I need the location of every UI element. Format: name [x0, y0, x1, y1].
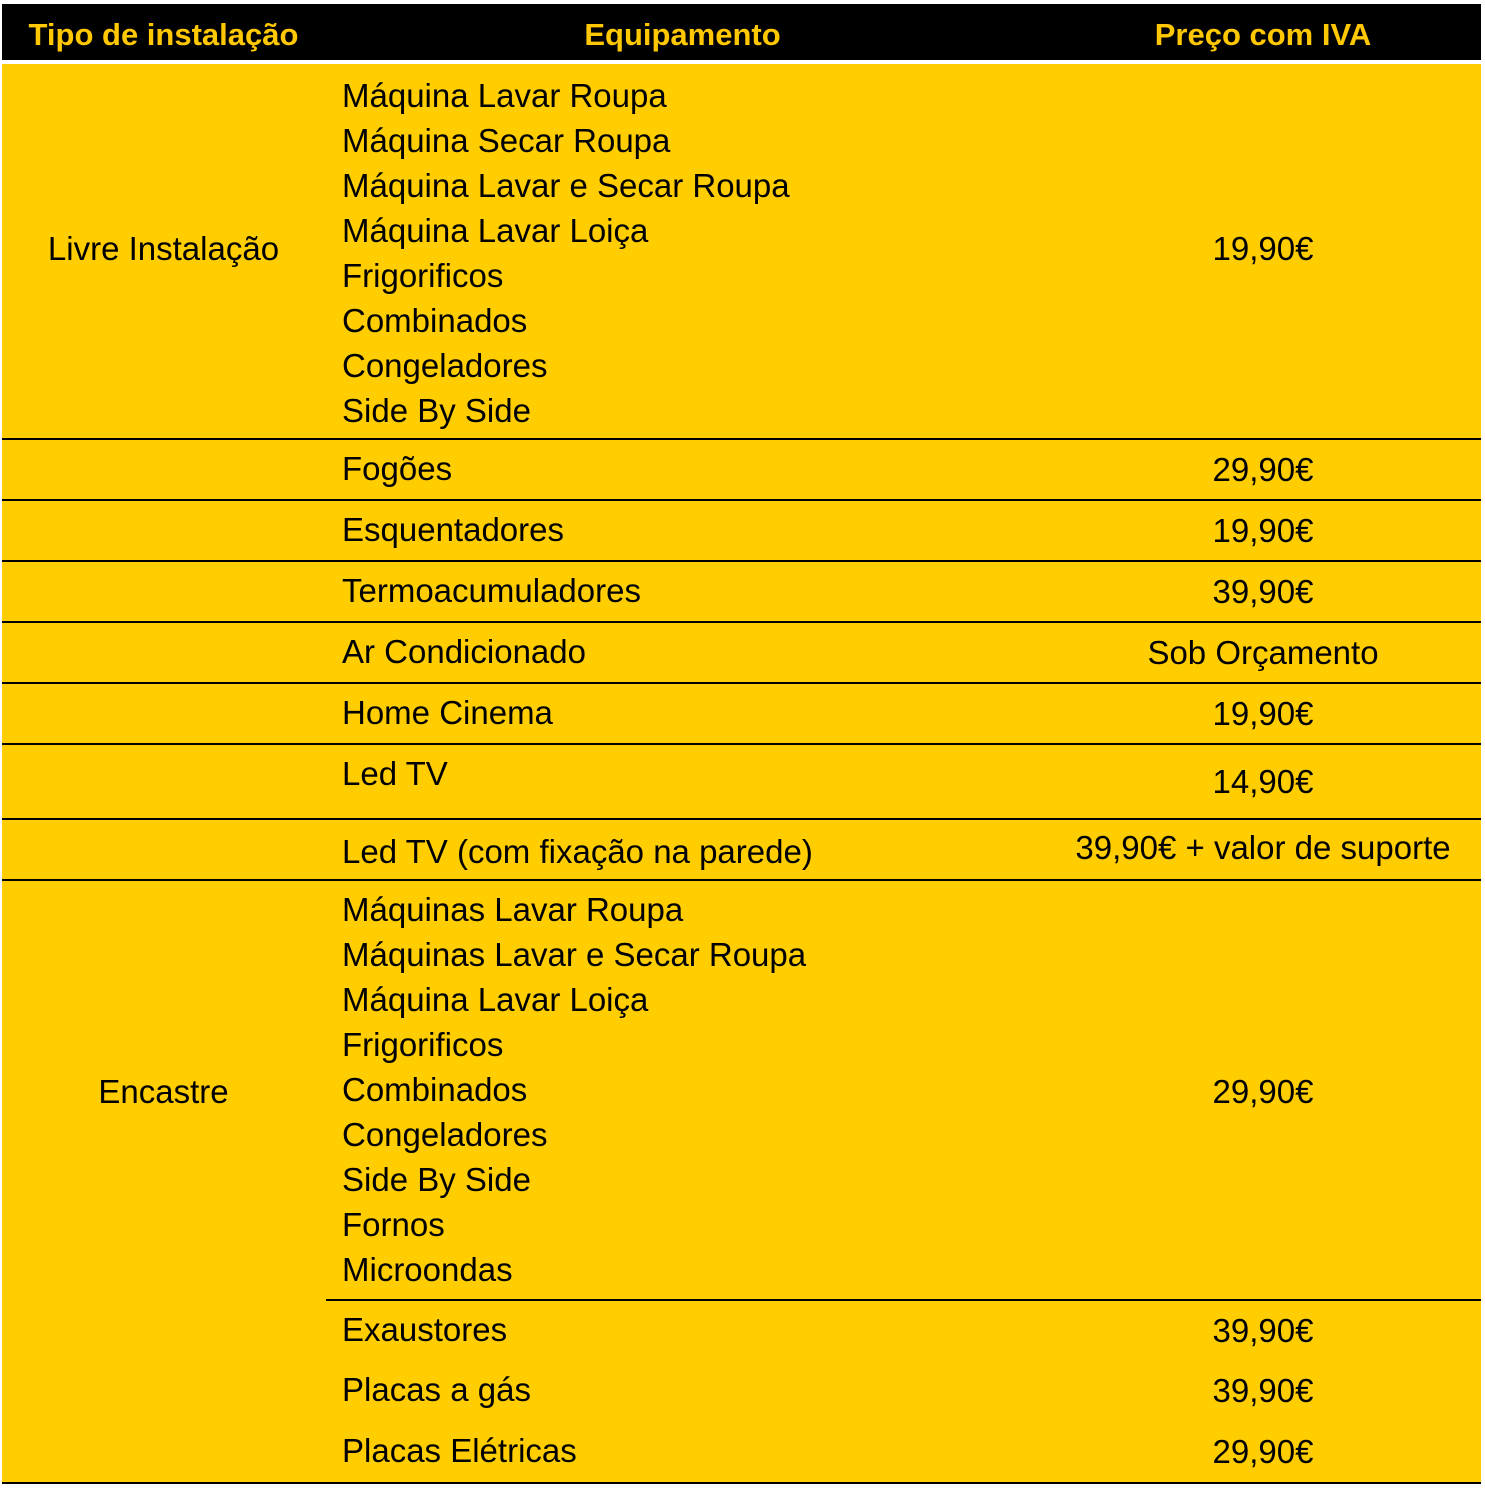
list-item: Máquina Secar Roupa	[342, 122, 671, 159]
price-cell: 39,90€ + valor de suporte	[1075, 829, 1451, 866]
table-bottom-border	[2, 1482, 1481, 1484]
header-equipamento: Equipamento	[584, 17, 781, 52]
equip-cell: Placas Elétricas	[342, 1432, 577, 1469]
list-item: Congeladores	[342, 1116, 548, 1153]
table-row	[2, 684, 1481, 744]
list-item: Combinados	[342, 1071, 528, 1108]
list-item: Máquinas Lavar e Secar Roupa	[342, 936, 807, 973]
price-livre: 19,90€	[1212, 230, 1314, 267]
equip-cell: Ar Condicionado	[342, 633, 586, 670]
list-item: Máquinas Lavar Roupa	[342, 891, 684, 928]
table-row	[2, 745, 1481, 820]
list-item: Combinados	[342, 302, 528, 339]
table-row	[2, 562, 1481, 622]
list-item: Máquina Lavar Loiça	[342, 212, 649, 249]
list-item: Microondas	[342, 1251, 513, 1288]
tipo-livre: Livre Instalação	[47, 230, 280, 267]
table-row	[2, 623, 1481, 683]
price-cell: Sob Orçamento	[1147, 634, 1379, 671]
equip-cell: Placas a gás	[342, 1371, 531, 1408]
price-cell: 19,90€	[1212, 695, 1314, 732]
price-encastre: 29,90€	[1212, 1073, 1314, 1110]
equip-list-encastre	[342, 887, 806, 1292]
table-body	[2, 64, 1481, 1482]
list-item: Máquina Lavar Loiça	[342, 981, 649, 1018]
equip-cell: Termoacumuladores	[342, 572, 641, 609]
table-row-encastre	[2, 881, 1481, 1482]
table-row-livre	[2, 64, 1481, 439]
list-item: Frigorificos	[342, 1026, 504, 1063]
equip-cell: Home Cinema	[342, 694, 553, 731]
row-divider	[326, 1299, 1481, 1301]
equip-cell: Exaustores	[342, 1311, 508, 1348]
equip-cell: Fogões	[342, 450, 453, 487]
list-item: Fornos	[342, 1206, 445, 1243]
equip-list-livre	[342, 73, 790, 433]
price-cell: 14,90€	[1212, 763, 1314, 800]
list-item: Frigorificos	[342, 257, 504, 294]
table-row	[2, 820, 1481, 880]
header-tipo: Tipo de instalação	[28, 17, 299, 52]
table-header	[2, 4, 1481, 60]
price-cell: 29,90€	[1212, 451, 1314, 488]
list-item: Máquina Lavar e Secar Roupa	[342, 167, 790, 204]
table-row	[2, 440, 1481, 500]
price-cell: 39,90€	[1212, 1312, 1314, 1349]
list-item: Máquina Lavar Roupa	[342, 77, 667, 114]
list-item: Side By Side	[342, 1161, 531, 1198]
price-cell: 19,90€	[1212, 512, 1314, 549]
equip-cell: Esquentadores	[342, 511, 564, 548]
list-item: Side By Side	[342, 392, 531, 429]
list-item: Congeladores	[342, 347, 548, 384]
price-cell: 39,90€	[1212, 573, 1314, 610]
table-row	[2, 501, 1481, 561]
tipo-encastre: Encastre	[98, 1073, 229, 1110]
header-preco: Preço com IVA	[1154, 17, 1372, 52]
equip-cell: Led TV (com fixação na parede)	[342, 833, 813, 870]
equip-cell: Led TV	[342, 755, 448, 792]
price-cell: 29,90€	[1212, 1433, 1314, 1470]
price-cell: 39,90€	[1212, 1372, 1314, 1409]
